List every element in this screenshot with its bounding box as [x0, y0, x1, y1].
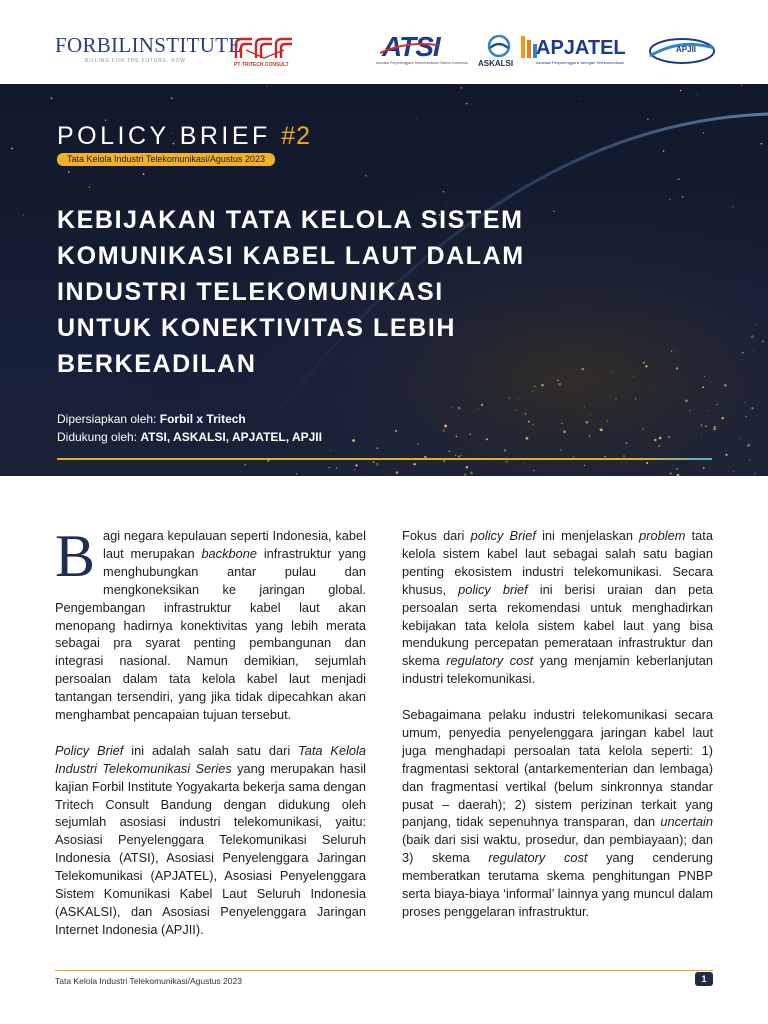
city-light-dot: [669, 472, 671, 474]
city-light-dot: [478, 409, 479, 410]
city-light-dot: [705, 425, 707, 427]
city-light-dot: [589, 435, 590, 436]
city-light-dot: [584, 465, 585, 466]
policy-brief-number: #2: [281, 122, 312, 150]
city-light-dot: [642, 429, 643, 430]
text-run: infrastruktur yang menghubungkan antar pulau dan mengkoneksikan ke jaringan global. Pengembangan infrastruktur kabel laut akan menopang hadirnya konektivitas yang lebih merata sebagai pra syarat penting pembangunan dan integrasi nasional. Namun demikian, sejumlah persoalan dalam tata kelola kabel laut menjadi tantangan tersendiri, yang jika tidak dipecahkan akan menghambat pencapaian tujuan tersebut.: [55, 545, 366, 723]
apjatel-caption: Asosiasi Penyelenggara Jaringan Telekomunikasi: [536, 60, 624, 65]
city-light-dot: [587, 431, 588, 432]
city-light-dot: [470, 471, 473, 474]
city-light-dot: [721, 417, 724, 420]
city-light-dot: [448, 451, 450, 453]
text-run: agi negara kepulauan seperti Indonesia, kabel laut merupakan: [103, 528, 366, 561]
city-light-dot: [625, 442, 627, 444]
text-run: yang menjamin keberlanjutan industri telekomunikasi.: [402, 653, 713, 687]
paragraph-focus: [402, 527, 713, 688]
city-light-dot: [458, 407, 461, 410]
city-light-dot: [655, 386, 656, 387]
city-light-dot: [756, 324, 757, 325]
star-dot: [68, 171, 70, 173]
text-run: Sebagaimana pelaku industri telekomunikasi secara umum, penyedia penyelenggara jaringan kabel laut juga menghadapi persoalan tata kelola seperti: 1) fragmentasi sektoral (antarkementerian dan lembaga) dan fragmentasi vertikal (belum sinkronnya standar pusat – daerah); 2) sistem perizinan terkait yang panjang, tidak sepenuhnya transparan, dan: [402, 707, 713, 830]
city-light-dot: [754, 473, 755, 474]
city-light-dot: [607, 421, 608, 422]
askalsi-wave-icon: [484, 34, 514, 58]
city-light-dot: [395, 430, 397, 432]
star-dot: [604, 148, 605, 149]
city-light-dot: [559, 383, 562, 386]
city-light-dot: [584, 406, 585, 407]
city-light-dot: [456, 436, 458, 438]
paragraph-intro: [55, 523, 366, 724]
city-light-dot: [466, 466, 468, 468]
city-light-dot: [745, 416, 747, 418]
footer-text: Tata Kelola Industri Telekomunikasi/Agustus 2023: [55, 976, 242, 986]
city-light-dot: [413, 463, 415, 465]
city-light-dot: [451, 407, 452, 408]
city-light-dot: [417, 444, 418, 445]
city-light-dot: [532, 424, 534, 426]
forbil-institute-logo: [55, 34, 242, 64]
star-dot: [579, 98, 580, 99]
text-run-italic: backbone: [201, 545, 257, 561]
text-run-italic: Policy Brief: [55, 742, 124, 758]
city-light-dot: [354, 469, 356, 471]
star-dot: [23, 215, 24, 216]
city-light-dot: [623, 455, 625, 457]
star-dot: [663, 150, 665, 152]
title-line: INDUSTRI TELEKOMUNIKASI: [57, 278, 444, 306]
city-light-dot: [245, 464, 246, 465]
text-run: (baik dari sisi waktu, prosedur, dan pembiayaan); dan 3) skema: [402, 832, 713, 866]
star-dot: [416, 119, 417, 120]
star-dot: [678, 178, 679, 179]
star-dot: [697, 94, 698, 95]
city-light-dot: [528, 421, 530, 423]
city-light-dot: [733, 471, 734, 472]
apjatel-logo: [520, 32, 640, 70]
city-light-dot: [599, 428, 602, 431]
city-light-dot: [749, 459, 750, 460]
star-dot: [741, 85, 742, 86]
tritech-caption: PT TRITECH CONSULT: [234, 62, 289, 68]
hero-divider: [57, 458, 712, 460]
document-main-title: [57, 202, 657, 382]
text-run: tata kelola sistem kabel laut sebagai salah satu bagian penting ekosistem industri telekomunikasi. Secara khusus,: [402, 528, 713, 597]
forbil-logo-text: FORBILINSTITUTE: [55, 33, 242, 57]
text-run-italic: policy Brief: [470, 528, 536, 543]
star-dot: [647, 119, 648, 120]
city-light-dot: [336, 468, 337, 469]
city-light-dot: [296, 473, 298, 475]
city-light-dot: [762, 340, 764, 342]
city-light-dot: [745, 402, 746, 403]
atsi-swoosh-icon: [376, 33, 472, 63]
tritech-logo: [234, 36, 296, 72]
star-dot: [669, 199, 670, 200]
city-light-dot: [676, 468, 678, 470]
text-run: Fokus dari: [402, 528, 471, 543]
city-light-dot: [707, 410, 708, 411]
city-light-dot: [481, 404, 483, 406]
text-run-italic: problem: [639, 528, 686, 543]
star-dot: [545, 178, 546, 179]
city-light-dot: [534, 470, 535, 471]
askalsi-logo: [478, 34, 518, 70]
city-light-dot: [753, 350, 754, 351]
supported-by-label: Didukung oleh:: [57, 430, 141, 444]
city-light-dot: [523, 462, 524, 463]
title-line: KOMUNIKASI KABEL LAUT DALAM: [57, 242, 525, 270]
logo-bar: [0, 0, 768, 84]
prepared-by-value: Forbil x Tritech: [159, 412, 246, 426]
text-run-italic: Tata Kelola Industri Telekomunikasi Series: [55, 742, 366, 776]
city-light-dot: [376, 463, 379, 466]
star-dot: [682, 196, 684, 198]
text-run: yang merupakan hasil kajian Forbil Institute Yogyakarta bekerja sama dengan Tritech Consult Bandung dengan didukung oleh sejumlah asosiasi industri telekomunikasi, yaitu: Asosiasi Penyelenggara Telekomunikasi Seluruh Indonesia (ATSI), Asosiasi Penyelenggara Jaringan Telekomunikasi (APJATEL), Asosiasi Penyelenggara Sistem Komunikasi Kabel Laut Seluruh Indonesia (ASKALSI), dan Asosiasi Penyelenggara Jaringan Internet Indonesia (APJII).: [55, 760, 366, 937]
star-dot: [11, 148, 13, 150]
star-dot: [365, 175, 366, 176]
star-dot: [466, 103, 468, 105]
policy-brief-subtitle-badge: Tata Kelola Industri Telekomunikasi/Agustus 2023: [57, 153, 275, 166]
title-line: BERKEADILAN: [57, 350, 257, 378]
city-light-dot: [461, 455, 462, 456]
body-column-left: [55, 523, 366, 939]
text-run: ini menjelaskan: [535, 528, 640, 543]
atsi-logo-text: ATSI: [382, 31, 440, 62]
city-light-dot: [486, 438, 488, 440]
city-light-dot: [635, 398, 636, 399]
atsi-caption: Asosiasi Penyelenggara Telekomunikasi Seluruh Indonesia: [376, 61, 468, 65]
city-light-dot: [455, 454, 457, 456]
city-light-dot: [700, 424, 702, 426]
city-light-dot: [751, 407, 753, 409]
city-light-dot: [532, 391, 533, 392]
city-light-dot: [713, 428, 716, 431]
city-light-dot: [443, 460, 445, 462]
atsi-logo: [376, 33, 472, 69]
star-dot: [89, 187, 90, 188]
star-dot: [703, 132, 704, 133]
city-light-dot: [676, 367, 678, 369]
page-number-badge: 1: [695, 972, 713, 986]
city-light-dot: [654, 439, 657, 442]
prepared-by: [57, 412, 246, 426]
city-light-dot: [689, 410, 690, 411]
supported-by: [57, 430, 322, 444]
city-light-dot: [751, 335, 754, 338]
forbil-logo-tagline: BILLING FOR THE FUTURE, NOW: [85, 58, 186, 64]
city-light-dot: [563, 430, 566, 433]
star-dot: [443, 191, 444, 192]
city-light-dot: [742, 352, 744, 354]
city-light-dot: [714, 426, 716, 428]
paragraph-issues: [402, 706, 713, 921]
star-dot: [51, 97, 53, 99]
city-light-dot: [516, 410, 517, 411]
city-light-dot: [525, 413, 527, 415]
city-light-dot: [590, 414, 591, 415]
city-light-dot: [724, 384, 727, 387]
apjii-logo-text: APJII: [676, 45, 697, 54]
city-light-dot: [396, 471, 399, 474]
text-run-italic: policy brief: [458, 581, 528, 597]
city-light-dot: [703, 467, 705, 469]
city-light-dot: [509, 397, 510, 398]
city-light-dot: [372, 461, 374, 463]
city-light-dot: [561, 423, 562, 424]
city-light-dot: [560, 449, 562, 451]
city-light-dot: [328, 467, 330, 469]
city-light-dot: [671, 350, 673, 352]
city-light-dot: [585, 421, 588, 424]
star-dot: [261, 181, 262, 182]
text-run-italic: regulatory cost: [446, 653, 534, 669]
star-dot: [506, 94, 507, 95]
title-line: KEBIJAKAN TATA KELOLA SISTEM: [57, 206, 524, 234]
text-run-italic: uncertain: [660, 814, 713, 830]
star-dot: [171, 97, 173, 99]
paragraph-series: [55, 742, 366, 939]
city-light-dot: [504, 449, 507, 452]
star-dot: [761, 143, 763, 145]
city-light-dot: [442, 429, 444, 431]
text-run-italic: regulatory cost: [488, 850, 588, 866]
title-line: UNTUK KONEKTIVITAS LEBIH: [57, 314, 457, 342]
city-light-dot: [747, 444, 750, 447]
tritech-mark-icon: [234, 36, 296, 62]
text-run: yang cenderung memberatkan terutama skema penghitungan PNBP serta biaya-biaya ‘informal’ lainnya yang muncul dalam proses penggelaran infrastruktur.: [402, 850, 714, 920]
footer-divider: [55, 970, 713, 971]
drop-cap: B: [55, 523, 96, 589]
prepared-by-label: Dipersiapkan oleh:: [57, 412, 160, 426]
text-run: ini adalah salah satu dari: [123, 742, 299, 758]
city-light-dot: [725, 454, 727, 456]
city-light-dot: [659, 437, 662, 440]
city-light-dot: [709, 364, 710, 365]
city-light-dot: [615, 398, 616, 399]
city-light-dot: [541, 384, 543, 386]
city-light-dot: [506, 461, 508, 463]
city-light-dot: [701, 433, 702, 434]
city-light-dot: [444, 424, 447, 427]
supported-by-value: ATSI, ASKALSI, APJATEL, APJII: [140, 430, 322, 444]
askalsi-logo-text: ASKALSI: [478, 59, 514, 68]
star-dot: [267, 86, 268, 87]
city-light-dot: [668, 436, 670, 438]
city-light-dot: [534, 386, 535, 387]
policy-brief-title: [57, 121, 311, 151]
hero-banner: [0, 84, 768, 476]
city-light-dot: [464, 473, 466, 475]
text-run: ini berisi uraian dan peta persoalan serta rekomendasi untuk menghadirkan kebijakan tata kelola sistem kabel laut yang bisa mendukung percepatan pemerataan infrastruktur dan skema: [402, 581, 713, 669]
body-column-right: [402, 527, 713, 921]
city-light-dot: [702, 386, 704, 388]
city-light-dot: [658, 445, 660, 447]
star-dot: [461, 87, 462, 88]
city-light-dot: [355, 464, 357, 466]
city-light-dot: [739, 438, 740, 439]
city-light-dot: [470, 434, 471, 435]
city-light-dot: [330, 450, 331, 451]
apjii-logo: [644, 36, 716, 66]
star-dot: [143, 173, 145, 175]
city-light-dot: [352, 439, 355, 442]
city-light-dot: [376, 447, 378, 449]
city-light-dot: [518, 398, 519, 399]
city-light-dot: [716, 404, 717, 405]
city-light-dot: [685, 400, 688, 403]
star-dot: [732, 206, 733, 207]
city-light-dot: [546, 382, 547, 383]
city-light-dot: [704, 376, 705, 377]
city-light-dot: [646, 462, 648, 464]
apjatel-logo-text: APJATEL: [536, 37, 626, 59]
policy-brief-label: POLICY BRIEF: [57, 122, 271, 150]
star-dot: [680, 90, 681, 91]
city-light-dot: [526, 437, 529, 440]
